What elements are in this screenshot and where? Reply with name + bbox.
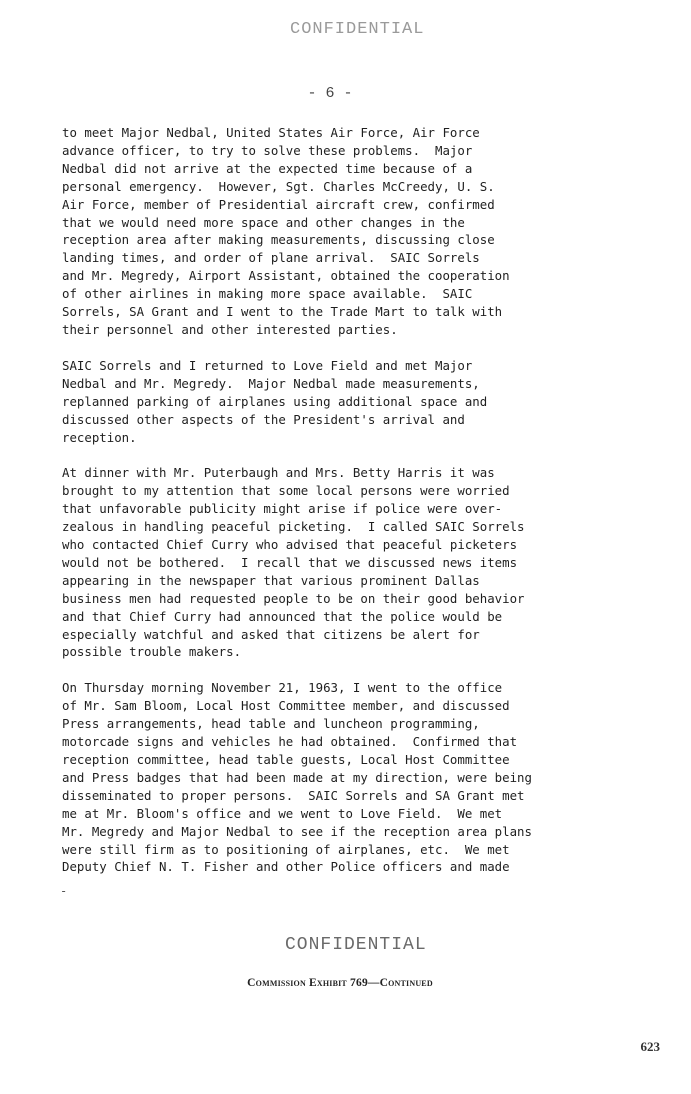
exhibit-caption-text: Commission Exhibit 769—Continued <box>247 977 433 989</box>
paragraph-4: On Thursday morning November 21, 1963, I went to the office of Mr. Sam Bloom, Local Host Committee member, and discussed Press arrangements, head table and luncheon programming, motorcade signs and vehicles he had obtained. Confirmed that reception committee, head table guests, Local Host Committee and Press badges that had been made at my direction, were being disseminated to proper persons. SAIC Sorrels and SA Grant met me at Mr. Bloom's office and we went to Love Field. We met Mr. Megredy and Major Nedbal to see if the reception area plans were still firm as to positioning of airplanes, etc. We met Deputy Chief N. T. Fisher and other Police officers and made <box>62 680 532 875</box>
exhibit-caption <box>170 977 510 989</box>
document-body <box>62 124 622 876</box>
classification-stamp-top: CONFIDENTIAL <box>290 20 425 39</box>
folio-number: 623 <box>640 1039 660 1054</box>
stray-mark: - <box>60 884 68 898</box>
paragraph-2: SAIC Sorrels and I returned to Love Field and met Major Nedbal and Mr. Megredy. Major Nedbal made measurements, replanned parking of airplanes using additional space and discussed other aspects of the President's arrival and reception. <box>62 357 488 445</box>
paragraph-3: At dinner with Mr. Puterbaugh and Mrs. Betty Harris it was brought to my attention that some local persons were worried that unfavorable publicity might arise if police were over- zealous in handling peaceful picketing. I called SAIC Sorrels who contacted Chief Curry who advised that peaceful picketers would not be bothered. I recall that we discussed news items appearing in the newspaper that various prominent Dallas business men had requested people to be on their good behavior and that Chief Curry had announced that the police would be especially watchful and asked that citizens be alert for possible trouble makers. <box>62 465 525 660</box>
paragraph-1: to meet Major Nedbal, United States Air Force, Air Force advance officer, to try to solve these problems. Major Nedbal did not arrive at the expected time because of a personal emergency. However, Sgt. Charles McCreedy, U. S. Air Force, member of Presidential aircraft crew, confirmed that we would need more space and other changes in the reception area after making measurements, discussing close landing times, and order of plane arrival. SAIC Sorrels and Mr. Megredy, Airport Assistant, obtained the cooperation of other airlines in making more space available. SAIC Sorrels, SA Grant and I went to the Trade Mart to talk with their personnel and other interested parties. <box>62 125 510 337</box>
page-number: - 6 - <box>307 85 353 102</box>
classification-stamp-bottom: CONFIDENTIAL <box>285 935 427 955</box>
